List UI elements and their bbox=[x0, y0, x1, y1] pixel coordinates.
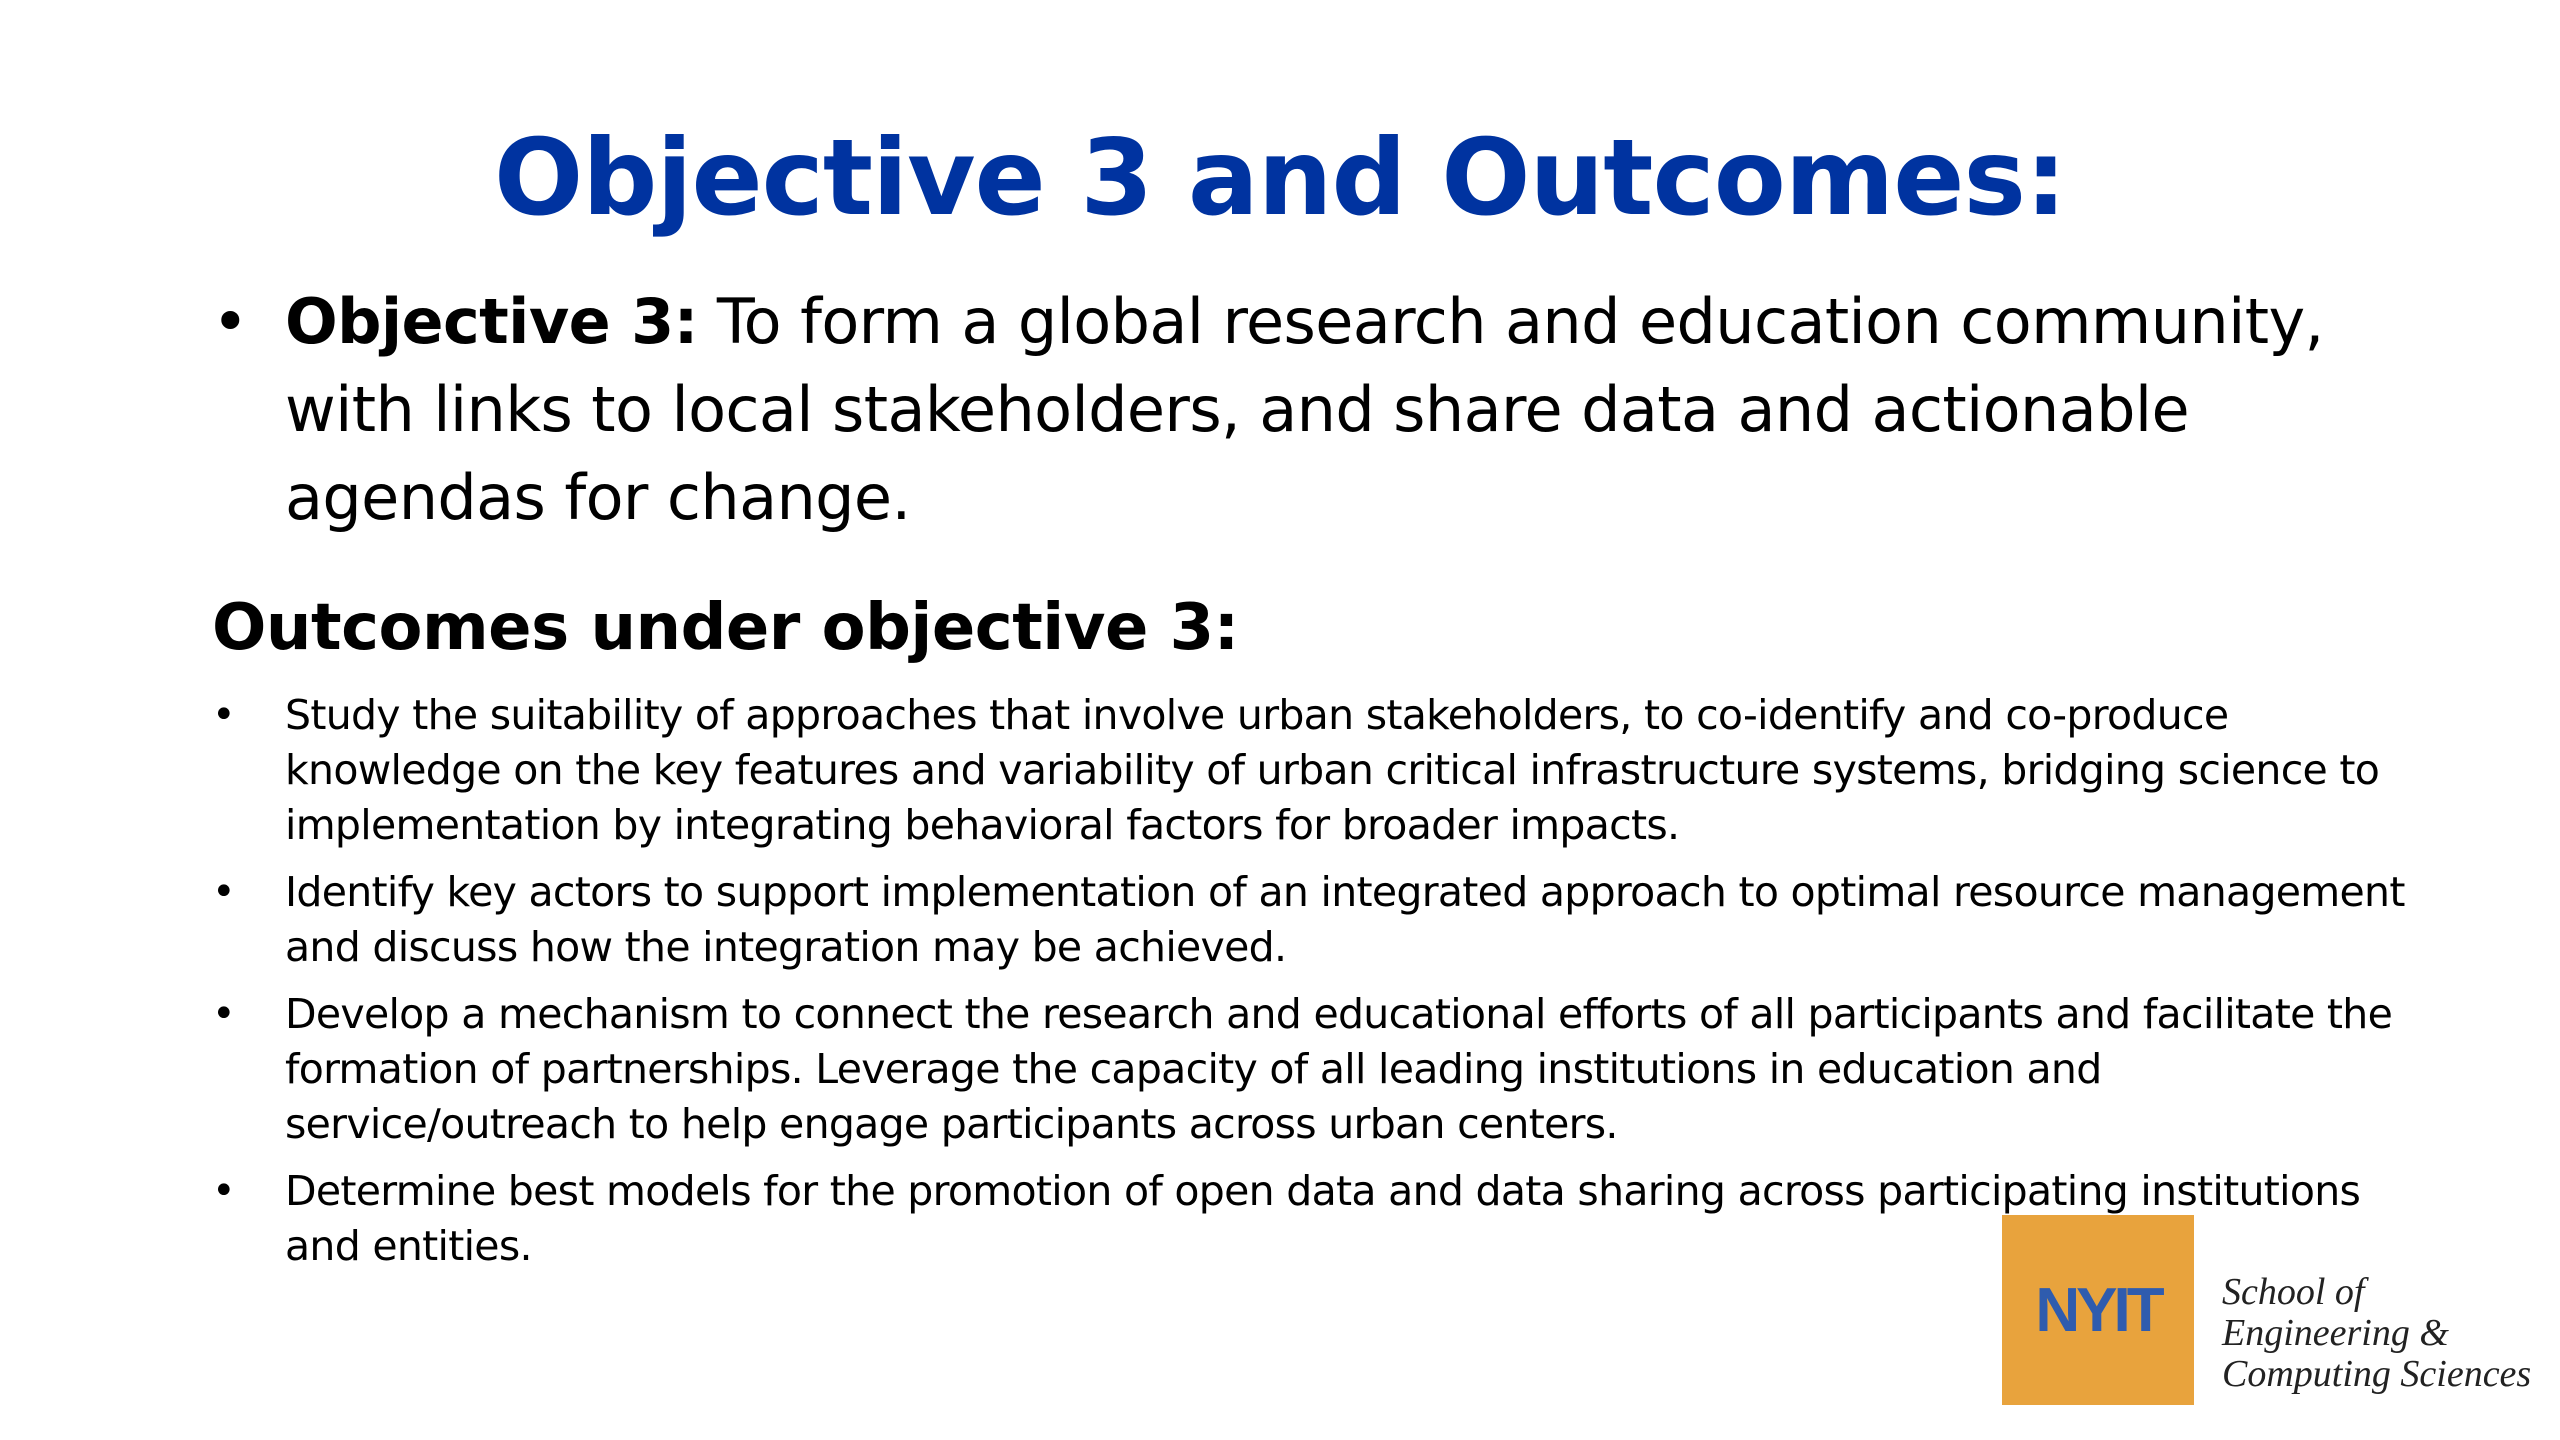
objective-label: Objective 3: bbox=[285, 285, 698, 358]
nyit-logo-text: NYIT bbox=[2035, 1275, 2161, 1345]
outcome-text: Develop a mechanism to connect the research and educational efforts of all participants and facilitate the formation of partnerships. Leverage the capacity of all leading institutions in education and service/outreach to help engage participants across urban centers. bbox=[285, 990, 2393, 1148]
list-item bbox=[200, 865, 2440, 975]
outcome-text: Identify key actors to support implementation of an integrated approach to optimal resource management and discuss how the integration may be achieved. bbox=[285, 868, 2405, 971]
outcomes-list bbox=[200, 688, 2440, 1286]
bullet-icon: • bbox=[212, 692, 236, 738]
school-line: School of bbox=[2222, 1271, 2365, 1313]
outcome-text: Study the suitability of approaches that involve urban stakeholders, to co-identify and co-produce knowledge on the key features and variability of urban critical infrastructure systems, bridging science to implementation by integrating behavioral factors for broader impacts. bbox=[285, 691, 2380, 849]
bullet-icon: • bbox=[212, 991, 236, 1037]
objective-description: To form a global research and education community, with links to local stakeholders, and share data and actionable agendas for change. bbox=[285, 285, 2324, 534]
bullet-icon: • bbox=[212, 869, 236, 915]
list-item bbox=[200, 987, 2440, 1152]
bullet-icon: • bbox=[212, 1168, 236, 1214]
list-item bbox=[200, 688, 2440, 853]
nyit-logo bbox=[2002, 1215, 2194, 1405]
outcomes-heading: Outcomes under objective 3: bbox=[212, 591, 1239, 665]
slide-title: Objective 3 and Outcomes: bbox=[494, 117, 2066, 239]
school-name bbox=[2222, 1272, 2531, 1395]
school-line: Computing Sciences bbox=[2222, 1353, 2532, 1395]
outcome-text: Determine best models for the promotion of open data and data sharing across participating institutions and entities. bbox=[285, 1167, 2361, 1270]
objective-text bbox=[285, 278, 2455, 542]
school-line: Engineering & bbox=[2222, 1312, 2449, 1354]
bullet-icon: • bbox=[212, 285, 249, 358]
